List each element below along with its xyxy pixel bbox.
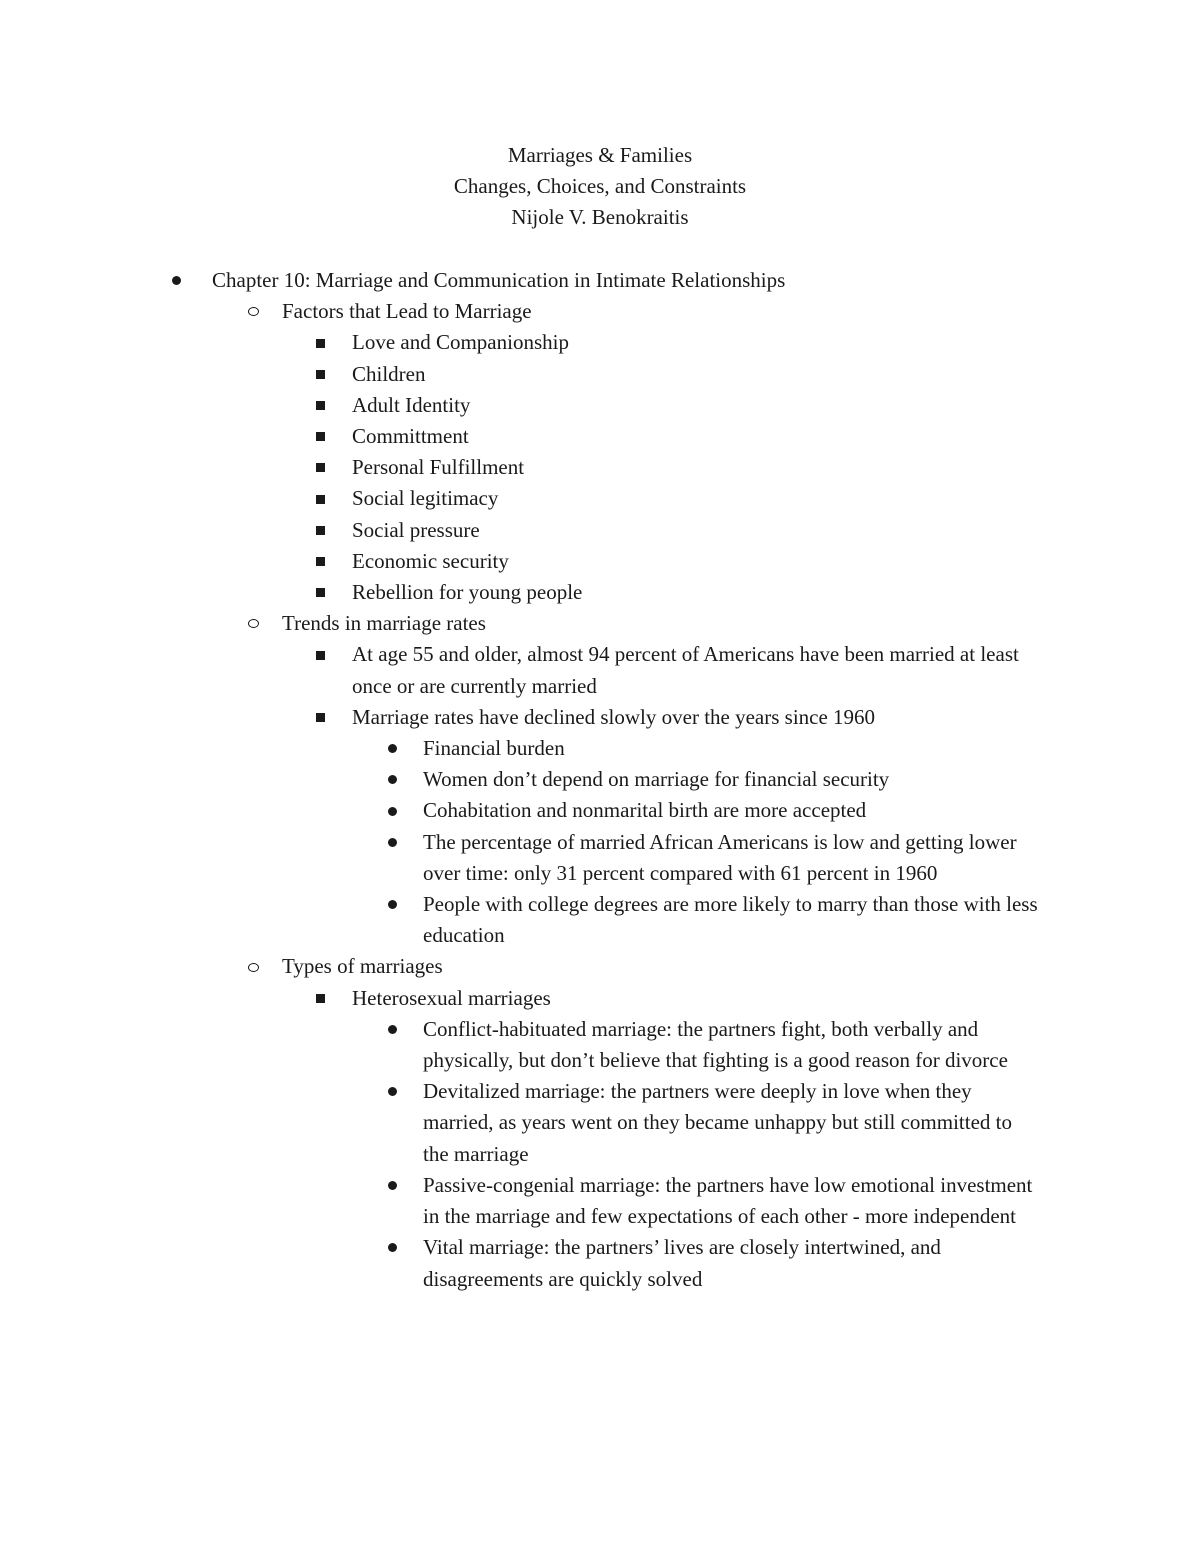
subitem-text: Cohabitation and nonmarital birth are more accepted [423, 798, 867, 823]
square-bullet-icon [316, 702, 325, 733]
square-bullet-icon [316, 546, 325, 577]
outline-item [0, 515, 1200, 546]
outline-section [0, 608, 1200, 639]
item-text: Social legitimacy [352, 486, 499, 511]
square-bullet-icon [316, 359, 325, 390]
subitem-text: The percentage of married African Americans is low and getting lower over time: only 31 percent compared with 61 percent in 1960 [423, 829, 1017, 885]
square-bullet-icon [316, 639, 325, 670]
subitem-text: Vital marriage: the partners’ lives are closely intertwined, and disagreements are quickly solved [423, 1235, 941, 1291]
outline-subitem [0, 827, 1200, 889]
filled-bullet-icon [388, 1170, 397, 1201]
item-text: At age 55 and older, almost 94 percent of Americans have been married at least once or are currently married [352, 642, 1019, 698]
outline-item [0, 577, 1200, 608]
book-title: Marriages & Families [507, 143, 693, 167]
book-subtitle: Changes, Choices, and Constraints [453, 174, 747, 199]
subitem-text: People with college degrees are more likely to marry than those with less education [423, 892, 1038, 948]
square-bullet-icon [316, 483, 325, 514]
outline-subitem [0, 795, 1200, 826]
filled-bullet-icon [388, 764, 397, 795]
filled-bullet-icon [388, 827, 397, 858]
outline-item [0, 452, 1200, 483]
outline-item [0, 359, 1200, 390]
outline-item [0, 702, 1200, 733]
outline-item [0, 546, 1200, 577]
section-label: Types of marriages [282, 954, 443, 979]
notes-outline [0, 265, 1200, 1295]
subitem-text: Financial burden [423, 736, 565, 761]
outline-section [0, 951, 1200, 982]
outline-item [0, 639, 1200, 701]
square-bullet-icon [316, 390, 325, 421]
outline-subitem [0, 1232, 1200, 1294]
subitem-text: Conflict-habituated marriage: the partners fight, both verbally and physically, but don’t believe that fighting is a good reason for divorce [423, 1016, 1008, 1073]
outline-subitem [0, 1014, 1200, 1076]
section-label: Trends in marriage rates [282, 611, 486, 636]
outline-item [0, 421, 1200, 452]
item-text: Marriage rates have declined slowly over the years since 1960 [352, 704, 876, 729]
item-text: Economic security [352, 548, 509, 573]
item-text: Rebellion for young people [352, 580, 583, 605]
item-text: Personal Fulfillment [352, 455, 525, 480]
subitem-text: Women don’t depend on marriage for financial security [423, 767, 890, 792]
square-bullet-icon [316, 515, 325, 546]
outline-item [0, 983, 1200, 1014]
filled-bullet-icon [388, 1232, 397, 1263]
square-bullet-icon [316, 577, 325, 608]
item-text: Adult Identity [352, 392, 471, 417]
square-bullet-icon [316, 983, 325, 1014]
filled-bullet-icon [388, 1014, 397, 1045]
square-bullet-icon [316, 452, 325, 483]
outline-item [0, 327, 1200, 358]
square-bullet-icon [316, 421, 325, 452]
hollow-bullet-icon [248, 296, 259, 327]
subitem-text: Passive-congenial marriage: the partners have low emotional investment in the marriage and few expectations of each other - more independent [423, 1172, 1033, 1229]
filled-bullet-icon [388, 1076, 397, 1107]
section-label: Factors that Lead to Marriage [282, 299, 532, 324]
subitem-text: Devitalized marriage: the partners were deeply in love when they married, as years went on they became unhappy but still committed to the marriage [423, 1079, 1013, 1166]
item-text: Committment [352, 424, 469, 449]
outline-section [0, 296, 1200, 327]
outline-subitem [0, 889, 1200, 951]
item-text: Love and Companionship [352, 330, 569, 355]
square-bullet-icon [316, 327, 325, 358]
outline-chapter [0, 265, 1200, 296]
chapter-label: Chapter 10: Marriage and Communication in Intimate Relationships [212, 268, 786, 292]
outline-item [0, 390, 1200, 421]
hollow-bullet-icon [248, 951, 259, 982]
hollow-bullet-icon [248, 608, 259, 639]
filled-bullet-icon [388, 889, 397, 920]
outline-subitem [0, 733, 1200, 764]
filled-bullet-icon [172, 265, 181, 296]
item-text: Children [352, 361, 426, 386]
item-text: Heterosexual marriages [352, 985, 551, 1010]
outline-subitem [0, 1170, 1200, 1232]
document-header [0, 140, 1200, 234]
filled-bullet-icon [388, 733, 397, 764]
filled-bullet-icon [388, 795, 397, 826]
outline-subitem [0, 764, 1200, 795]
book-author: Nijole V. Benokraitis [511, 205, 689, 230]
item-text: Social pressure [352, 517, 480, 542]
outline-subitem [0, 1076, 1200, 1170]
outline-item [0, 483, 1200, 514]
